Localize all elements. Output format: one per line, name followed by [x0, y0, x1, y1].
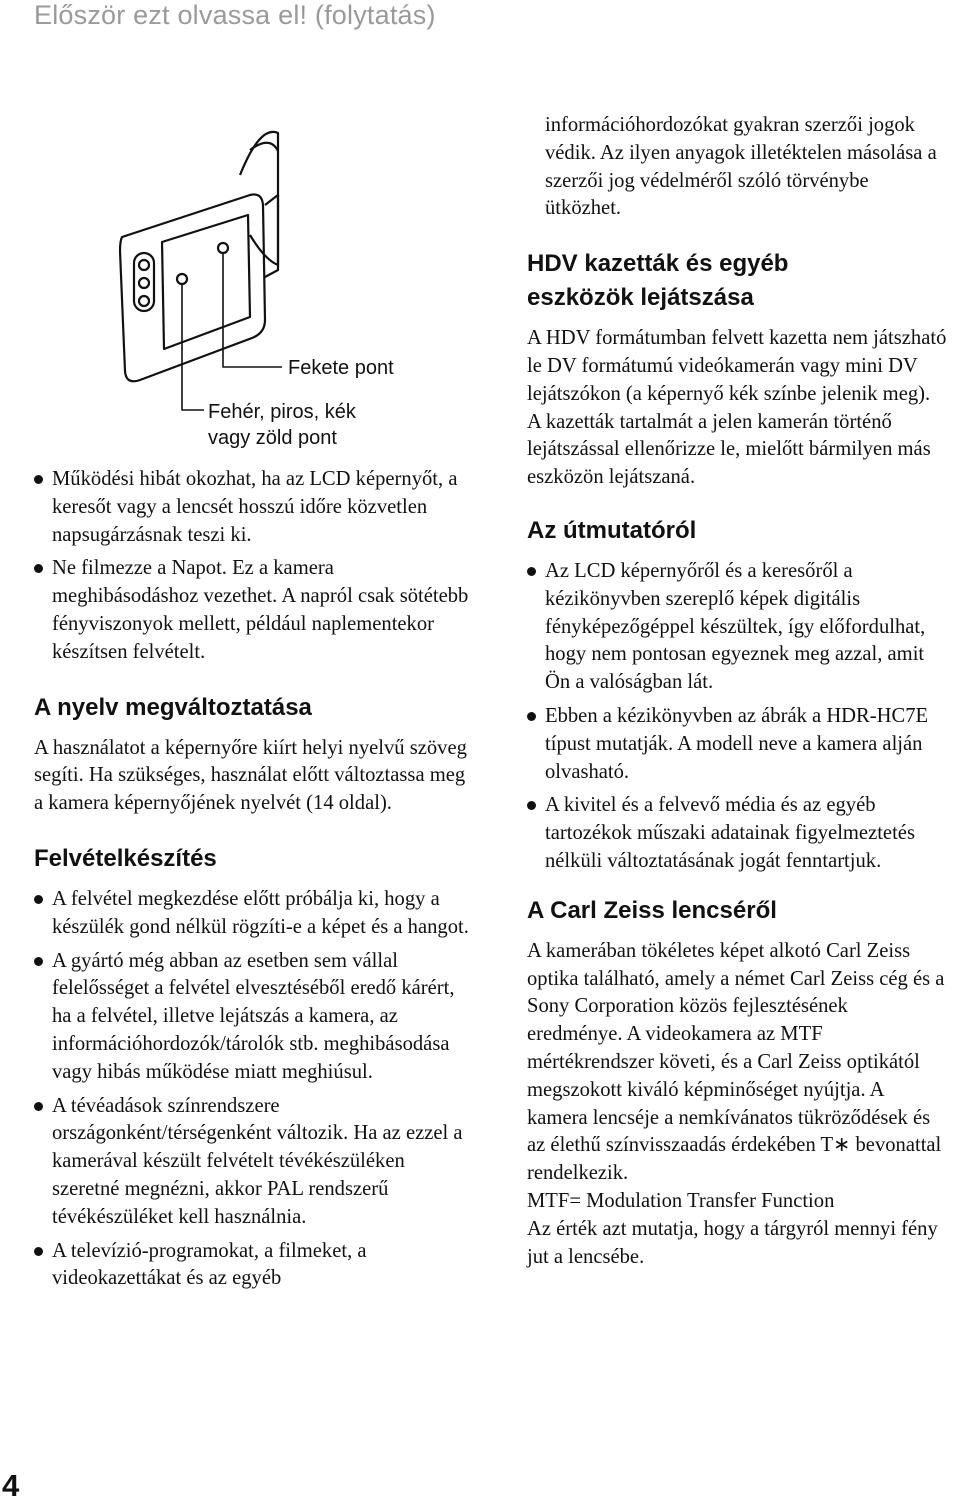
bullet-icon [34, 957, 43, 966]
page-number: 4 [2, 1468, 20, 1503]
camera-drawing [100, 55, 460, 455]
list-item-text: Ebben a kézikönyvben az ábrák a HDR-HC7E típust mutatják. A modell neve a kamera alján olvasható. [545, 704, 929, 783]
list-item-text: A felvétel megkezdése előtt próbálja ki, hogy a készülék gond nélkül rögzíti-e a képet és a hangot. [52, 887, 469, 938]
list-item-text: A kivitel és a felvevő média és az egyéb tartozékok műszaki adatainak figyelmeztetés nélküli változtatásának jogát fenntartjuk. [545, 794, 915, 872]
continued-paragraph: információhordozókat gyakran szerzői jogok védik. Az ilyen anyagok illetéktelen másolása a szerzői jog védelméről szóló törvénybe ütközhet. [545, 114, 937, 220]
mtf-definition: MTF= Modulation Transfer Function [527, 1189, 835, 1212]
list-item [34, 948, 474, 1087]
section-heading-hdv-line1: HDV kazetták és egyéb [527, 250, 789, 278]
section-heading-hdv-line2: eszközök lejátszása [527, 284, 754, 312]
list-item [34, 886, 474, 942]
section-heading-zeiss: A Carl Zeiss lencséről [527, 896, 777, 924]
page-header-title: Először ezt olvassa el! (folytatás) [34, 0, 436, 30]
list-item-text: Az LCD képernyőről és a keresőről a kézikönyvben szereplő képek digitális fényképezőgéppel készültek, így előfordulhat, hogy nem pontosan egyeznek meg azzal, amit Ön a valóságban lát. [545, 559, 926, 694]
list-item-text: A gyártó még abban az esetben sem vállal felelősséget a felvétel elvesztéséből eredő kárért, ha a felvétel, illetve lejátszás a kamera, az információhordozók/tárolók stb. meghibásodása vagy hibás működése miatt meghiúsul. [52, 949, 455, 1083]
list-item-text: Ne filmezze a Napot. Ez a kamera meghibásodáshoz vezethet. A napról csak sötétebb fényviszonyok mellett, például naplementekor készítsen felvételt. [52, 557, 469, 663]
camera-lcd-illustration [100, 55, 460, 455]
recording-list [34, 886, 474, 1293]
guide-list [527, 558, 947, 876]
section-heading-language: A nyelv megváltoztatása [34, 693, 312, 721]
list-item [34, 555, 474, 666]
section-heading-recording: Felvételkészítés [34, 844, 217, 872]
section-heading-guide: Az útmutatóról [527, 516, 697, 544]
bullet-icon [34, 1102, 43, 1111]
bullet-icon [34, 475, 43, 484]
mtf-paragraph: Az érték azt mutatja, hogy a tárgyról mennyi fény jut a lencsébe. [527, 1217, 938, 1268]
list-item [34, 1093, 474, 1232]
hdv-paragraph-2: A kazetták tartalmát a jelen kamerán történő lejátszással ellenőrizze le, mielőtt bármilyen más eszközön lejátszaná. [527, 410, 931, 489]
hdv-paragraph-1: A HDV formátumban felvett kazetta nem játszható le DV formátumú videókamerán vagy mini DV lejátszókon (a képernyő kék színbe jelenik meg). [527, 327, 947, 405]
list-item [527, 703, 947, 786]
right-column [527, 112, 947, 1271]
zeiss-paragraph: A kamerában tökéletes képet alkotó Carl Zeiss optika található, amely a német Carl Zeiss cég és a Sony Corporation közös fejlesztésének eredménye. A videokamera az MTF mértékrendszer követi, és a Carl Zeiss optikától megszokott kiváló képminőséget nyújtja. A kamera lencséje a nemkívánatos tükröződések és az élethű színvisszaadás érdekében T∗ bevonattal rendelkezik. [527, 939, 945, 1185]
bullet-icon [527, 712, 536, 721]
callout-colored-dot-line2: vagy zöld pont [208, 427, 337, 449]
list-item-text: Működési hibát okozhat, ha az LCD képernyőt, a keresőt vagy a lencsét hosszú időre közvetlen napsugárzásnak teszi ki. [52, 468, 458, 546]
callout-colored-dot-line1: Fehér, piros, kék [208, 401, 356, 423]
warning-list [34, 466, 474, 667]
list-item [527, 792, 947, 875]
bullet-icon [527, 567, 536, 576]
list-item [527, 558, 947, 697]
bullet-icon [34, 895, 43, 904]
list-item-text: A televízió-programokat, a filmeket, a videokazettákat és az egyéb [52, 1239, 367, 1290]
left-column [34, 466, 474, 1299]
language-paragraph: A használatot a képernyőre kiírt helyi nyelvű szöveg segíti. Ha szükséges, használat előtt változtassa meg a kamera képernyőjének nyelvét (14 oldal). [34, 736, 467, 815]
bullet-icon [34, 564, 43, 573]
list-item [34, 466, 474, 549]
bullet-icon [527, 801, 536, 810]
list-item [34, 1238, 474, 1294]
callout-black-dot: Fekete pont [288, 357, 394, 379]
bullet-icon [34, 1247, 43, 1256]
list-item-text: A tévéadások színrendszere országonként/térségenként változik. Ha az ezzel a kamerával készült felvételt tévékészüléken szeretné megnézni, akkor PAL rendszerű tévékészüléket kell használnia. [52, 1094, 463, 1228]
